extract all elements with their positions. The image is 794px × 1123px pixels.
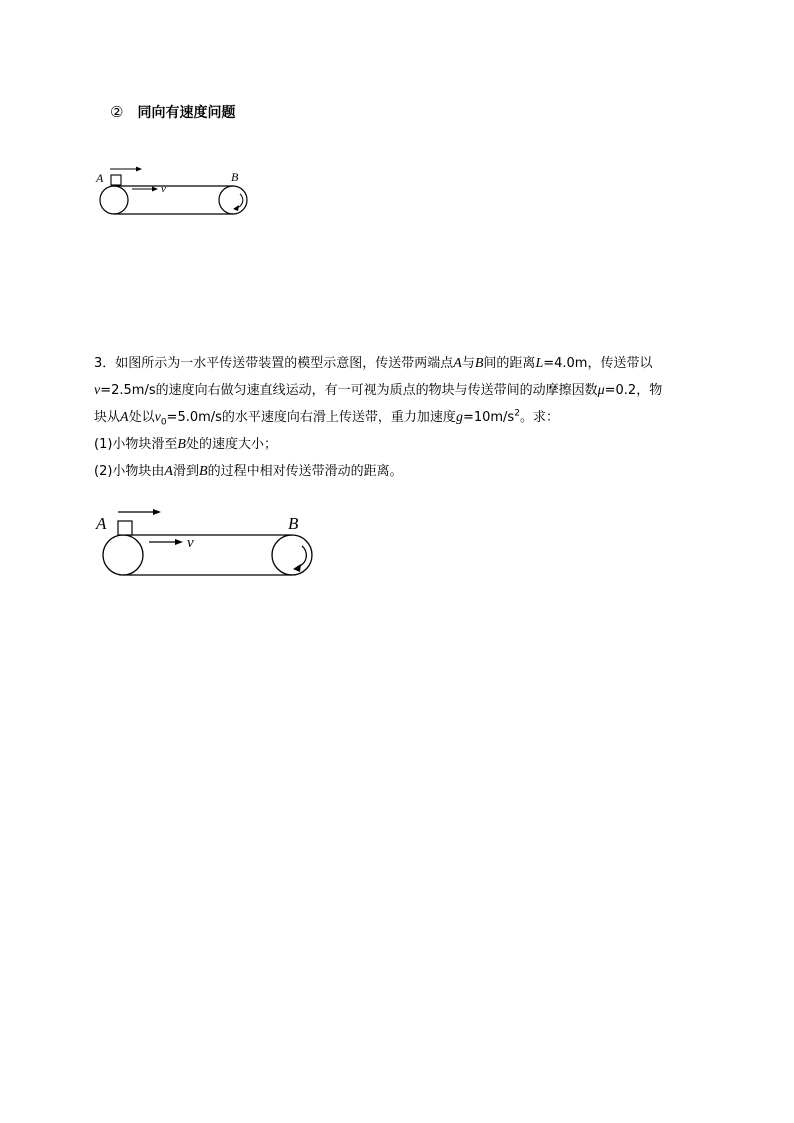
label-b: B [288,514,299,533]
problem-3 [94,350,714,485]
label-v: v [187,535,194,551]
text-segment: 。求： [519,410,559,425]
block-velocity-arrowhead [136,167,142,172]
rotation-arrow [297,546,306,567]
var-b: B [474,356,484,371]
var-mu: μ [597,383,605,398]
label-b: B [231,170,239,184]
belt-velocity-arrowhead [152,187,158,192]
problem-line-1 [94,350,714,377]
section-title: 同向有速度问题 [137,105,236,121]
var-a: A [164,464,173,479]
text-segment: (2)小物块由 [94,464,165,479]
var-b: B [199,464,208,479]
text-segment: 处以 [128,410,155,425]
text-segment: (1)小物块滑至 [94,437,178,452]
problem-line-2 [94,377,714,404]
text-segment: =5.0m/s的水平速度向右滑上传送带，重力加速度 [166,410,456,425]
rotation-arrowhead [233,205,239,211]
question-2 [94,458,714,485]
conveyor-diagram-small [94,162,254,218]
text-segment: 的过程中相对传送带滑动的距离。 [207,464,403,479]
left-pulley [103,535,143,575]
text-segment: 3．如图所示为一水平传送带装置的模型示意图，传送带两端点 [94,356,454,371]
text-segment: 间的距离 [483,356,536,371]
label-a: A [96,514,107,533]
text-segment: =4.0m，传送带以 [543,356,653,371]
text-segment: 滑到 [172,464,199,479]
block [111,175,121,185]
var-l: L [535,356,544,371]
block [118,521,132,535]
conveyor-diagram-large-svg [94,505,320,583]
text-segment: =10m/s [462,410,515,425]
text-segment: =2.5m/s的速度向右做匀速直线运动，有一可视为质点的物块与传送带间的动摩擦因数 [100,383,598,398]
conveyor-diagram-large [94,505,320,583]
exponent: 2 [514,408,520,419]
var-b: B [177,437,186,452]
question-1 [94,431,714,458]
var-v0-subscript: 0 [160,417,167,428]
block-velocity-arrowhead [153,509,161,515]
text-segment: =0.2，物 [604,383,663,398]
var-v: v [94,383,101,398]
var-g: g [455,410,463,425]
var-a: A [120,410,129,425]
text-segment: 处的速度大小； [185,437,277,452]
left-pulley [100,186,128,214]
var-v0: v [154,410,161,425]
text-segment: 与 [461,356,475,371]
rotation-arrow [236,194,243,208]
rotation-arrowhead [293,564,301,572]
belt-velocity-arrowhead [175,539,183,545]
section-heading [110,102,235,122]
text-segment: 块从 [94,410,121,425]
label-v: v [161,183,166,195]
problem-line-3 [94,404,714,431]
section-number: ② [110,103,124,121]
var-a: A [453,356,462,371]
conveyor-diagram-small-svg [94,162,254,218]
label-a: A [96,171,104,185]
